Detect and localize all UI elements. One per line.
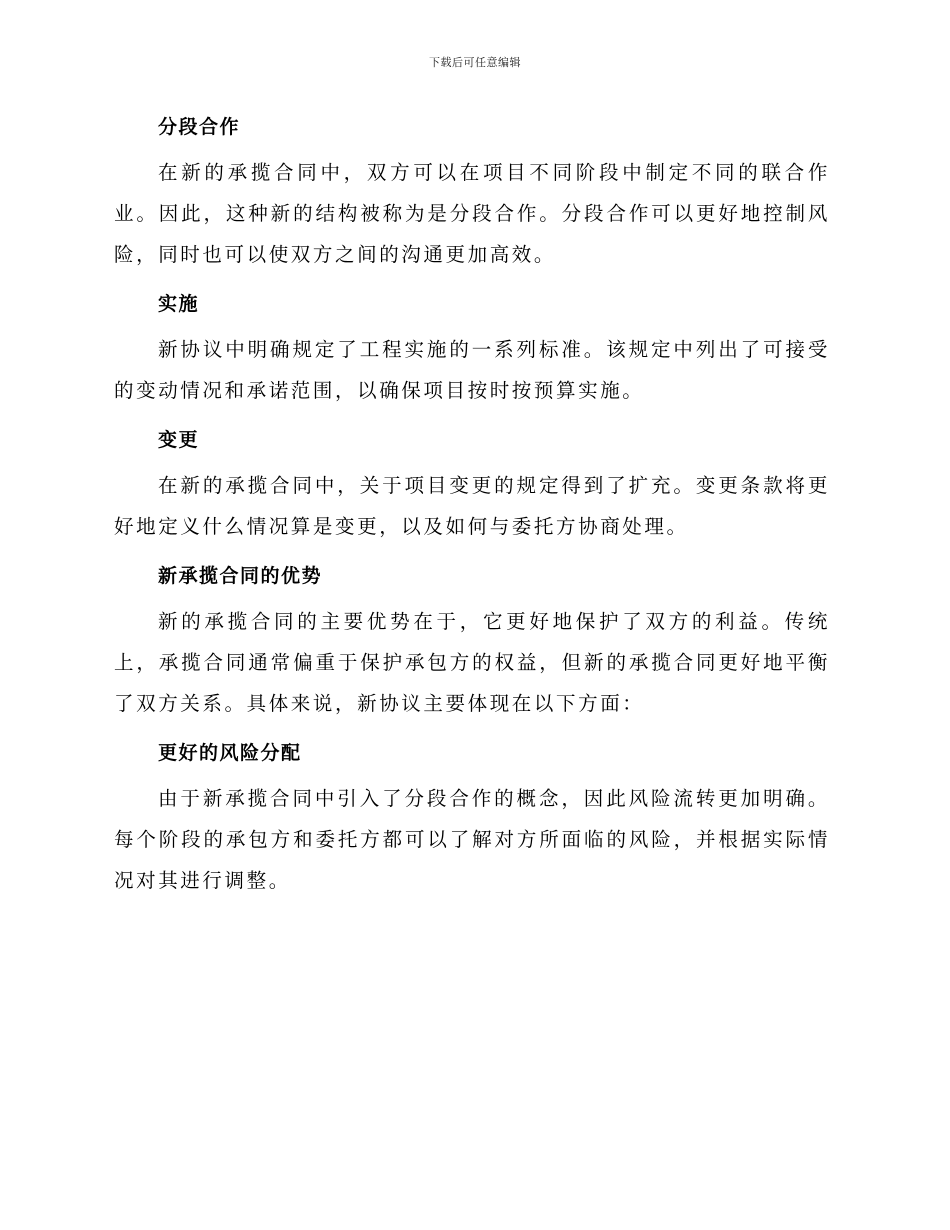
section-heading: 分段合作 xyxy=(158,116,241,138)
section-heading: 变更 xyxy=(158,429,200,451)
section-risk-allocation xyxy=(114,736,830,901)
section-paragraph: 新的承揽合同的主要优势在于，它更好地保护了双方的利益。传统上，承揽合同通常偏重于保护承包方的权益，但新的承揽合同更好地平衡了双方关系。具体来说，新协议主要体现在以下方面： xyxy=(114,610,830,715)
section-changes xyxy=(114,423,830,547)
section-heading: 实施 xyxy=(158,293,200,315)
section-paragraph: 由于新承揽合同中引入了分段合作的概念，因此风险流转更加明确。每个阶段的承包方和委托方都可以了解对方所面临的风险，并根据实际情况对其进行调整。 xyxy=(114,787,830,892)
section-implementation xyxy=(114,287,830,411)
section-paragraph: 在新的承揽合同中，关于项目变更的规定得到了扩充。变更条款将更好地定义什么情况算是变更，以及如何与委托方协商处理。 xyxy=(114,474,830,538)
section-paragraph: 在新的承揽合同中，双方可以在项目不同阶段中制定不同的联合作业。因此，这种新的结构被称为是分段合作。分段合作可以更好地控制风险，同时也可以使双方之间的沟通更加高效。 xyxy=(114,161,830,266)
section-segmented-cooperation xyxy=(114,110,830,275)
section-heading: 新承揽合同的优势 xyxy=(158,565,323,587)
page-header: 下载后可任意编辑 xyxy=(429,56,521,69)
document-body xyxy=(114,110,830,913)
section-advantages xyxy=(114,559,830,724)
section-paragraph: 新协议中明确规定了工程实施的一系列标准。该规定中列出了可接受的变动情况和承诺范围，以确保项目按时按预算实施。 xyxy=(114,338,830,402)
section-heading: 更好的风险分配 xyxy=(158,742,302,764)
